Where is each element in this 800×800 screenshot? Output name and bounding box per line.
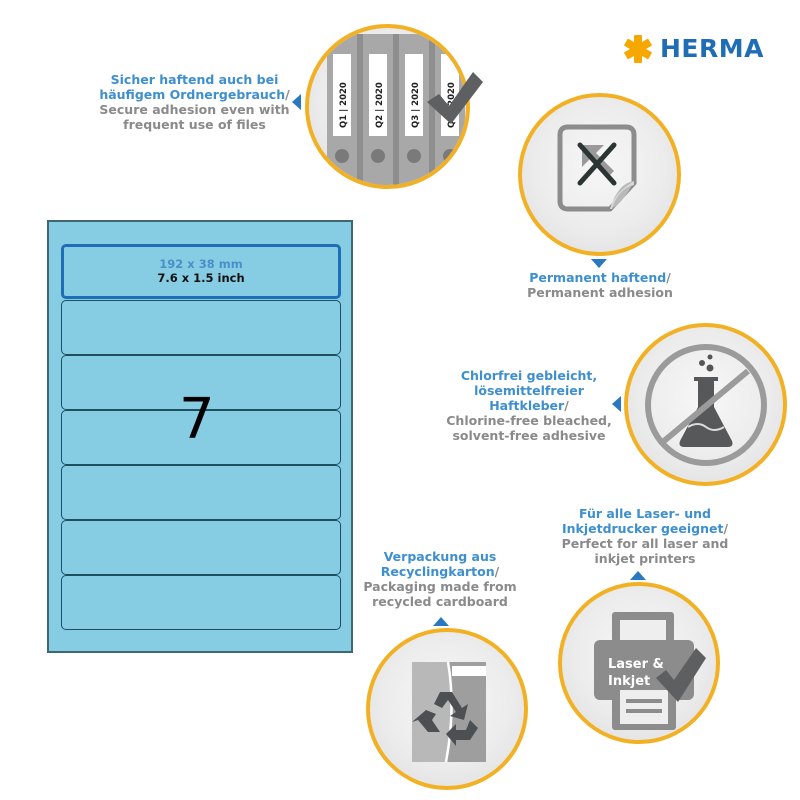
- pointer-up-icon: [630, 571, 646, 580]
- feature-packaging-text: Verpackung aus Recyclingkarton/ Packaging made from recycled cardboard: [363, 549, 517, 609]
- recycle-icon: [366, 628, 528, 790]
- feature-adhesion-text: Sicher haftend auch bei häufigem Ordnergebrauch/ Secure adhesion even with frequent use of files: [99, 72, 290, 132]
- dimensions-inch: 7.6 x 1.5 inch: [157, 271, 245, 285]
- brand-name: HERMA: [660, 34, 764, 63]
- folder-label-q1: Q1 | 2020: [339, 82, 349, 128]
- label-sheet: [47, 220, 353, 653]
- folder-label-q2: Q2 | 2020: [375, 82, 385, 128]
- no-peel-icon: [518, 93, 681, 256]
- label-2[interactable]: [61, 300, 341, 355]
- label-count: 7: [179, 387, 215, 452]
- label-5[interactable]: [61, 465, 341, 520]
- printer-check-icon: [558, 582, 720, 744]
- asterisk-logo-icon: [624, 35, 652, 63]
- pointer-up-icon: [433, 617, 449, 626]
- pointer-down-icon: [591, 259, 607, 268]
- folder-label-q3: Q3 | 2020: [411, 82, 421, 128]
- printer-text-line2: Inkjet: [608, 674, 651, 689]
- checkmark-icon: [425, 68, 485, 128]
- feature-printers-text: Für alle Laser- und Inkjetdrucker geeignet/ Perfect for all laser and inkjet printers: [561, 506, 729, 566]
- dimensions-mm: 192 x 38 mm: [159, 257, 243, 271]
- pointer-left-icon: [292, 94, 301, 110]
- pointer-left-icon: [612, 396, 621, 412]
- herma-logo: [624, 34, 764, 63]
- label-7[interactable]: [61, 575, 341, 630]
- no-chemicals-icon: [624, 323, 787, 486]
- feature-chlorine-text: Chlorfrei gebleicht, lösemittelfreier Haftkleber/ Chlorine-free bleached, solvent-free adhesive: [446, 368, 612, 443]
- printer-text-line1: Laser &: [608, 657, 664, 672]
- label-1-highlighted[interactable]: [61, 244, 341, 299]
- label-6[interactable]: [61, 520, 341, 575]
- feature-permanent-text: Permanent haftend/ Permanent adhesion: [527, 270, 673, 300]
